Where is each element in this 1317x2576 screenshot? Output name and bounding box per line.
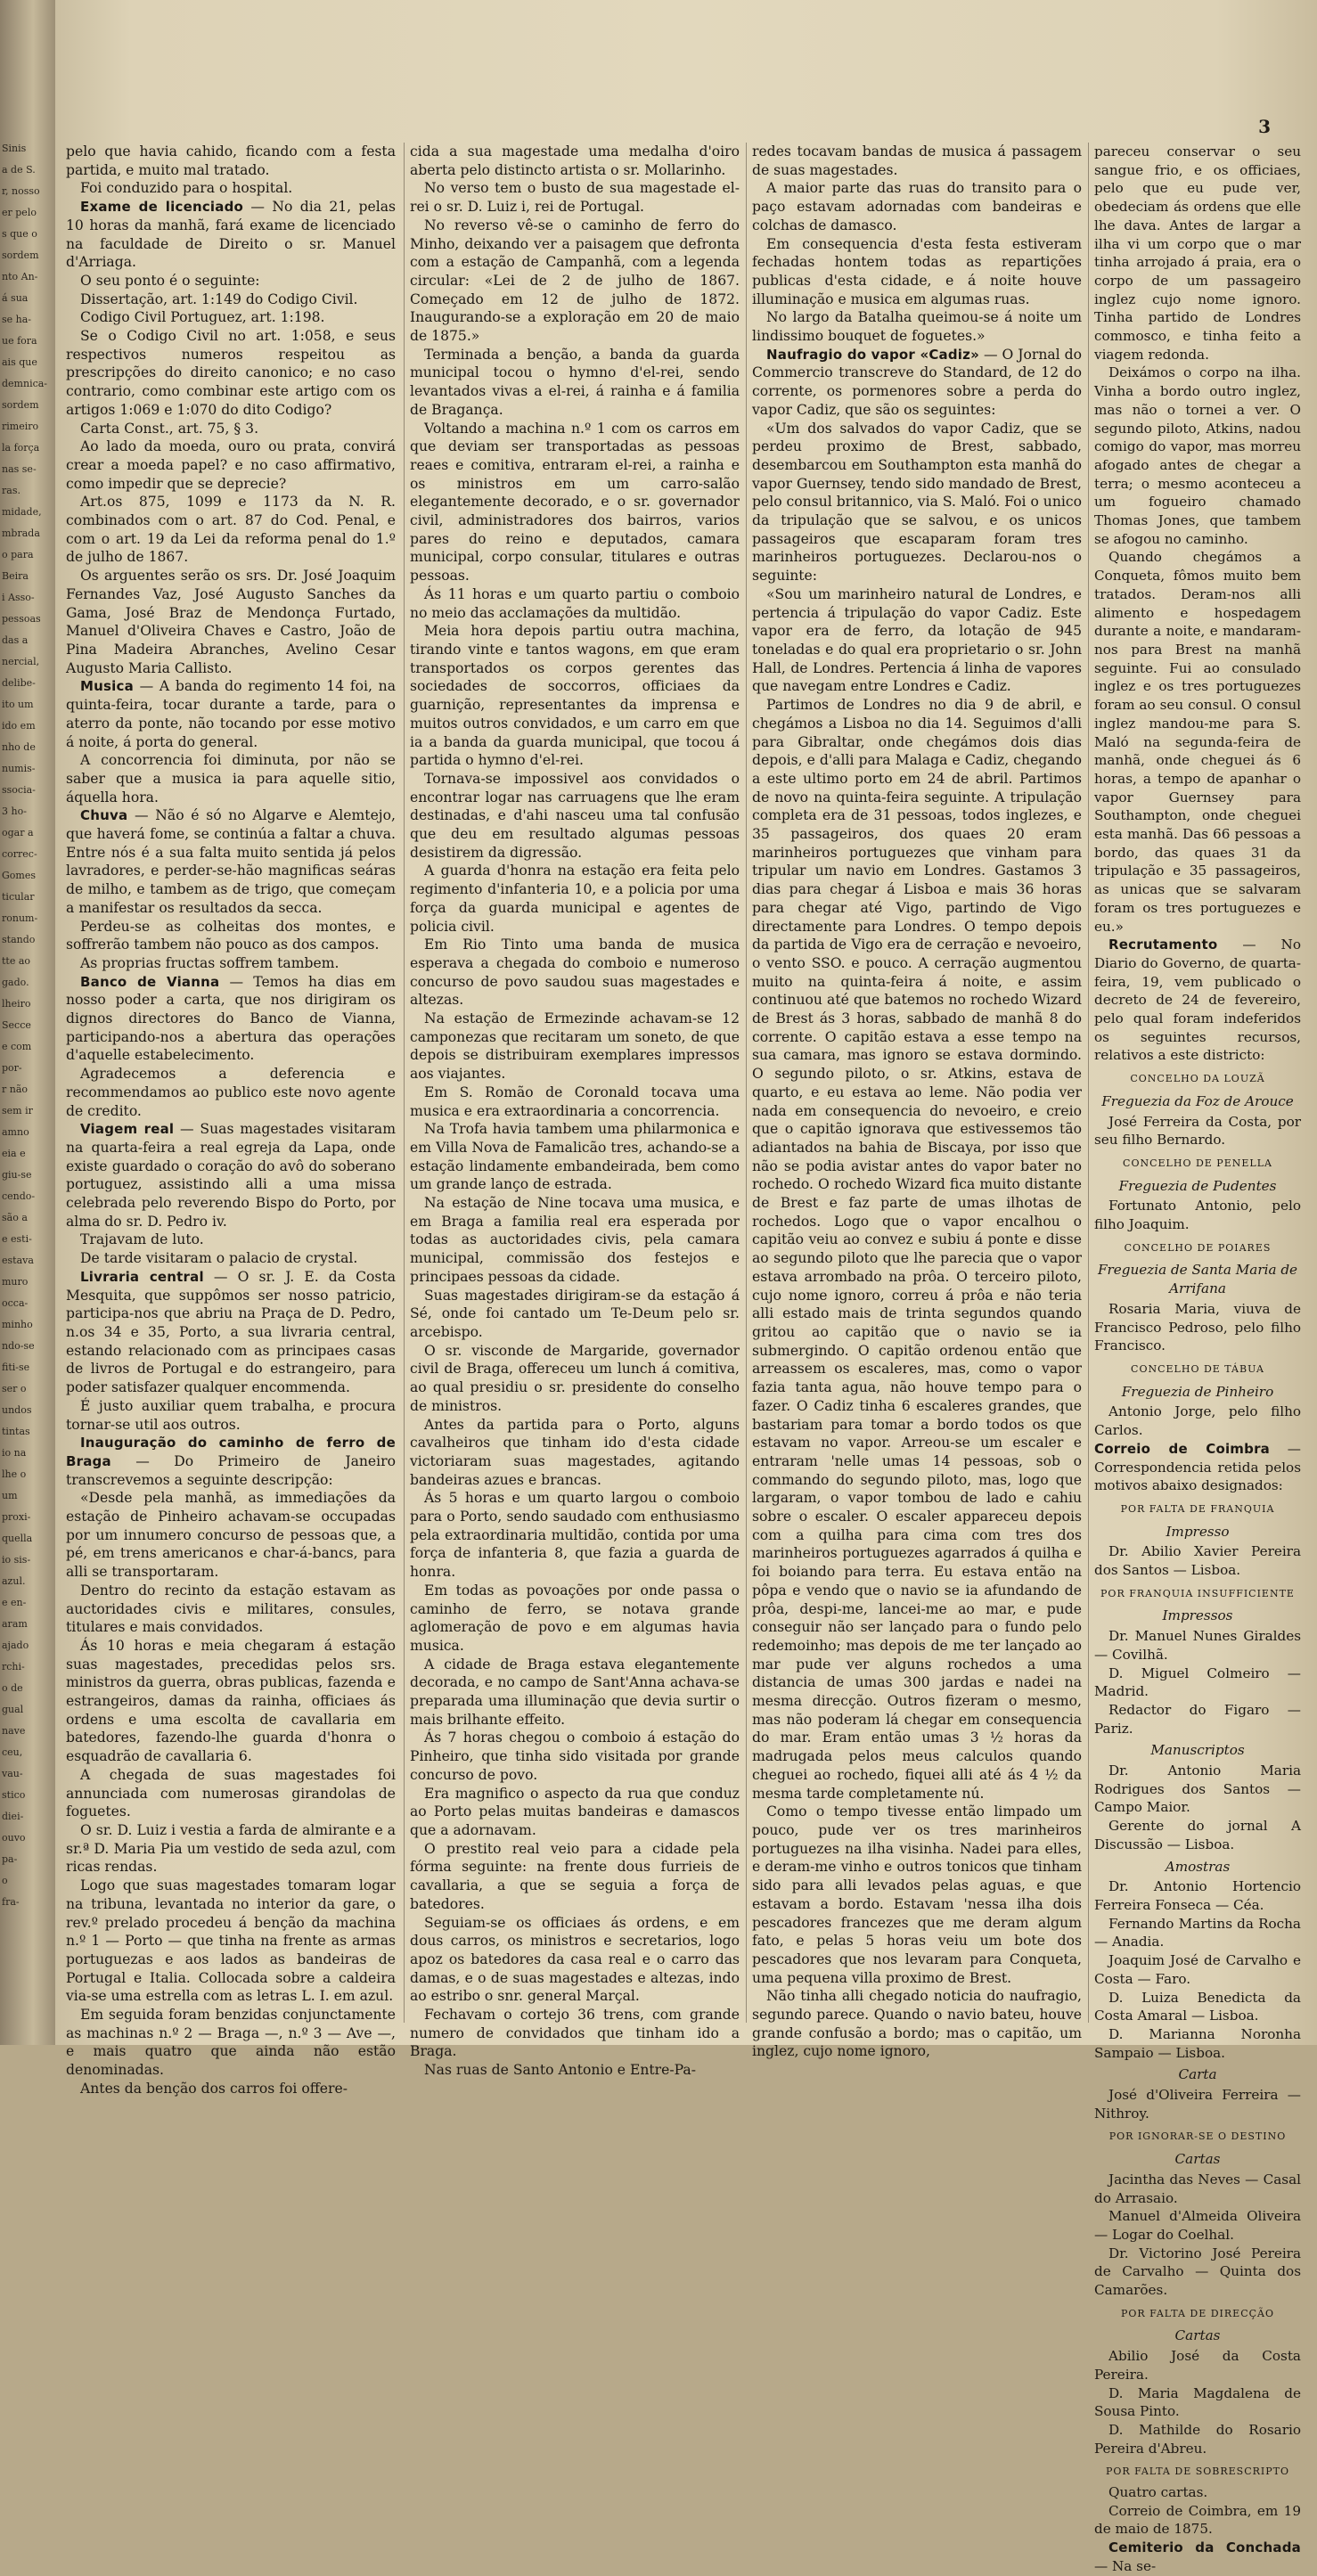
article-text: — Temos ha dias em nosso poder a carta, que nos dirigiram os dignos directores do Banco de Vianna, participando-nos a abertura das operações d'aquelle estabelecimento. [66,973,396,1064]
gutter-fragment: azul. [2,1575,26,1587]
gutter-fragment: ue fora [2,335,37,347]
gutter-fragment: correc- [2,848,37,860]
gutter-fragment: á sua [2,292,29,304]
mail-entry: D. Luiza Benedicta da Costa Amaral — Lisboa. [1094,1989,1301,2024]
gutter-fragment: e en- [2,1597,27,1608]
recruit-entry: Antonio Jorge, pelo filho Carlos. [1094,1403,1301,1439]
article-text: — Na se- [1094,2557,1157,2574]
article-text: Ás 10 horas e meia chegaram á estação suas magestades, precedidas pelos srs. ministros da guerra, obras publicas, fazenda e estrangeiros, damas da rainha, officiaes ás ordens e uma escolta de cavallaria em batedores, fazendo-lhe guarda d'honra o esquadrão de cavallaria 6. [66,1637,396,1765]
gutter-fragment: io na [2,1447,27,1459]
column-1 [66,143,397,2097]
gutter-fragment: aram [2,1618,28,1630]
gutter-fragment: muro [2,1276,29,1288]
article-text: pelo que havia cahido, ficando com a festa partida, e muito mal tratado. [66,143,396,178]
article-text: — No Diario do Governo, de quarta-feira, 19, vem publicado o decreto de 24 de fevereiro, pelo qual foram indeferidos os seguintes recursos, relativos a este districto: [1094,936,1301,1064]
gutter-fragment: rimeiro [2,421,39,432]
article-text: Na estação de Nine tocava uma musica, e em Braga a familia real era esperada por todas as auctoridades civis, pela camara municipal, commissão dos festejos e principaes pessoas da cidade. [410,1195,740,1285]
article-text: É justo auxiliar quem trabalha, e procura tornar-se util aos outros. [66,1397,396,1433]
gutter-fragment: ais que [2,356,37,368]
gutter-fragment: por- [2,1062,22,1074]
article-text: Carta Const., art. 75, § 3. [80,420,259,437]
gutter-fragment: quella [2,1533,33,1544]
gutter-fragment: sordem [2,399,39,411]
gutter-fragment: pa- [2,1853,18,1865]
article-paragraph [410,770,740,863]
gutter-fragment: se ha- [2,314,32,325]
article-text: A cidade de Braga estava elegantemente decorada, e no campo de Sant'Anna achava-se preparada uma illuminação que devia surtir o mais brilhante effeito. [410,1656,740,1728]
article-paragraph [66,2006,396,2080]
gutter-fragment: midade, [2,506,42,518]
mail-entry: Jacintha das Neves — Casal do Arrasaio. [1094,2171,1301,2206]
article-paragraph [66,1065,396,1120]
article-text: Ao lado da moeda, ouro ou prata, convirá crear a moeda papel? e no caso affirmativo, como impedir que se deprecie? [66,438,396,492]
article-paragraph [410,420,740,585]
mail-entry: D. Maria Magdalena de Sousa Pinto. [1094,2384,1301,2420]
gutter-fragment: ser o [2,1383,27,1394]
article-text: A concorrencia foi diminuta, por não se saber que a musica ia para aquelle sitio, áquella hora. [66,752,396,806]
mail-type: Cartas [1174,2327,1221,2344]
article-paragraph [1094,548,1301,936]
article-text: Tornava-se impossivel aos convidados o encontrar logar nas carruagens que lhe eram destinadas, e d'ahi nasceu uma tal confusão que deu em resultado algumas pessoas desistirem da digressão. [410,770,740,861]
article-paragraph [752,1987,1082,2061]
gutter-fragment: diei- [2,1811,24,1822]
recruit-entry: Fortunato Antonio, pelo filho Joaquim. [1094,1198,1301,1233]
article-heading: Banco de Vianna [80,973,220,990]
article-text: Em seguida foram benzidas conjunctamente as machinas n.º 2 — Braga —, n.º 3 — Ave —, e mais quatro que ainda não estão denominadas. [66,2007,396,2079]
article-paragraph [66,751,396,806]
article-text: cida a sua magestade uma medalha d'oiro aberta pelo distincto artista o sr. Mollarinho. [410,143,740,178]
article-heading: Musica [80,678,134,695]
gutter-fragment: sordem [2,249,39,261]
gutter-fragment: Secce [2,1019,31,1031]
article-paragraph [66,1582,396,1637]
article-text: — A banda do regimento 14 foi, na quinta-feira, tocar durante a tarde, para o aterro da ponte, não tocando por esse motivo á noite, á porta do general. [66,678,396,750]
mail-entry: Correio de Coimbra, em 19 de maio de 1875. [1094,2502,1301,2538]
gutter-fragment: r não [2,1084,29,1095]
gutter-fragment: r, nosso [2,185,40,197]
gutter-fragment: nto An- [2,271,38,282]
article-text: Seguiam-se os officiaes ás ordens, e em dous carros, os ministros e secretarios, logo apoz os batedores da casa real e o carro das damas, e o de suas magestades e altezas, indo ao estribo o snr. general Marçal. [410,1914,740,2005]
council-heading: CONCELHO DE PENELLA [1123,1157,1272,1169]
article-text: «Sou um marinheiro natural de Londres, e pertencia á tripulação do vapor Cadiz. Este vapor era de ferro, da lotação de 945 toneladas e do qual era proprietario o sr. John Hall, de Londres. Pertencia á linha de vapores que navegam entre Londres e Cadiz. [752,585,1082,695]
article-paragraph [410,1084,740,1120]
article-text: Não tinha alli chegado noticia do naufragio, segundo parece. Quando o navio bateu, houve grande confusão a bordo; mas o capitão, um inglez, cujo nome ignoro, [752,1988,1082,2060]
parish-heading: Freguezia de Pinheiro [1121,1383,1274,1400]
article-text: Quando chegámos a Conqueta, fômos muito bem tratados. Deram-nos alli alimento e hospedagem durante a noite, e mandaram-nos para Brest na manhã seguinte. Fui ao consulado inglez e os tres portuguezes foram ao seu consul. O consul inglez mandou-me para S. Maló na segunda-feira de manhã, onde cheguei ás 6 horas, a tempo de apanhar o vapor Guernsey para Southampton, onde cheguei esta manhã. Das 66 pessoas a bordo, das quaes 31 da tripulação e 35 passageiros, as unicas que se salvaram foram os tres portuguezes e eu.» [1094,549,1301,935]
column-rule [746,143,747,2023]
article-text: «Um dos salvados do vapor Cadiz, que se perdeu proximo de Brest, sabbado, desembarcou em Southampton esta manhã do vapor Guernsey, tendo sido mandado de Brest, pelo consul britannico, via S. Maló. Foi o unico da tripulação que se salvou, e os unicos passageiros que escaparam foram tres marinheiros portuguezes. Declarou-nos o seguinte: [752,420,1083,585]
gutter-fragment: mbrada [2,527,40,539]
article-paragraph [66,918,396,954]
council-heading: CONCELHO DE TÁBUA [1131,1363,1264,1375]
article-text: «Desde pela manhã, as immediações da estação de Pinheiro achavam-se occupadas por um innumero concurso de pessoas que, a pé, em trens americanos e char-á-bancs, para alli se transportaram. [66,1490,396,1581]
article-paragraph [410,1342,740,1416]
mail-entry: Dr. Antonio Hortencio Ferreira Fonseca — Céa. [1094,1878,1301,1913]
gutter-fragment: vau- [2,1768,23,1779]
mail-entry: D. Mathilde do Rosario Pereira d'Abreu. [1094,2421,1301,2457]
mail-type: Cartas [1174,2151,1221,2168]
gutter-fragment: i Asso- [2,592,35,603]
article-paragraph [66,806,396,917]
article-heading: Livraria central [80,1268,204,1285]
article-paragraph [410,862,740,936]
article-paragraph [410,1729,740,1784]
article-text: O prestito real veio para a cidade pela fórma seguinte: na frente dous furrieis de cavallaria, a que se seguia a força de batedores. [410,1840,740,1912]
article-paragraph [410,1120,740,1194]
article-paragraph [66,420,396,438]
mail-entry: Manuel d'Almeida Oliveira — Logar do Coelhal. [1094,2208,1301,2243]
article-paragraph [66,272,396,290]
gutter-fragment: estava [2,1255,34,1266]
article-text: — O sr. J. E. da Costa Mesquita, que suppômos ser nosso patricio, participa-nos que abriu na Praça de D. Pedro, n.os 34 e 35, Porto, a sua livraria central, estando relacionado com as principaes casas de livros de Portugal e do estrangeiro, para poder satisfazer qualquer encommenda. [66,1268,397,1396]
gutter-fragment: s que o [2,228,37,240]
article-text: Fechavam o cortejo 36 trens, com grande numero de convidados que tinham ido a Braga. [410,2007,740,2060]
gutter-fragment: o para [2,549,34,560]
column-2 [410,143,740,2079]
mail-entry: Abilio José da Costa Pereira. [1094,2348,1301,2383]
article-paragraph [752,420,1082,585]
article-text: No verso tem o busto de sua magestade el-rei o sr. D. Luiz i, rei de Portugal. [410,180,740,216]
article-text: — Correspondencia retida pelos motivos abaixo designados: [1094,1440,1301,1494]
gutter-fragment: stico [2,1789,26,1801]
gutter-fragment: nho de [2,741,36,753]
article-paragraph [752,179,1082,234]
gutter-fragment: ticular [2,891,35,903]
column-4 [1094,143,1301,2574]
article-paragraph [410,1489,740,1582]
recruit-entry: Rosaria Maria, viuva de Francisco Pedroso, pelo filho Francisco. [1094,1300,1301,1354]
article-heading: Correio de Coimbra [1094,1440,1270,1457]
retention-reason: POR FRANQUIA INSUFFICIENTE [1100,1587,1295,1599]
gutter-fragment: e com [2,1041,32,1052]
article-text: A chegada de suas magestades foi annunciada com numerosas girandolas de foguetes. [66,1766,396,1820]
article-text: O sr. D. Luiz i vestia a farda de almirante e a sr.ª D. Maria Pia um vestido de seda azul, com ricas rendas. [66,1821,396,1876]
cemiterio-paragraph [1094,2539,1301,2575]
gutter-fragment: gual [2,1704,24,1715]
article-paragraph [752,585,1082,696]
article-paragraph [752,235,1082,309]
article-text: — Suas magestades visitaram na quarta-feira a real egreja da Lapa, onde existe guardado o coração do avô do soberano portuguez, assistindo alli a uma missa celebrada pelo reverendo Bispo do Porto, por alma do sr. D. Pedro iv. [66,1121,397,1230]
recruit-entry: José Ferreira da Costa, por seu filho Bernardo. [1094,1113,1301,1149]
gutter-fragment: tte ao [2,955,31,967]
article-text: — O Jornal do Commercio transcreve do Standard, de 12 do corrente, os pormenores sobre a perda do vapor Cadiz, que são os seguintes: [752,346,1083,418]
article-text: pareceu conservar o seu sangue frio, e os officiaes, pelo que eu pude ver, obedeciam ás ordens que elle lhe dava. Antes de largar a ilha vi um corpo que o mar tinha arrojado á praia, era o corpo de um passageiro inglez cujo nome ignoro. Tinha partido de Londres commosco, e tinha feito a viagem redonda. [1094,143,1301,363]
mail-entry: Dr. Abilio Xavier Pereira dos Santos — Lisboa. [1094,1543,1301,1579]
article-text: Como o tempo tivesse então limpado um pouco, pude ver os tres marinheiros portuguezes na ilha visinha. Nadei para elles, e deram-me vinho e outros tonicos que tinham sido para alli levados pelas aguas, e que estavam a bordo. Estavam 'nessa ilha dois pescadores francezes que me deram algum fato, e pelas 5 horas veiu um bote dos pescadores que nos levaram para Conqueta, uma pequena villa proximo de Brest. [752,1803,1082,1986]
article-paragraph [66,308,396,327]
article-paragraph [752,308,1082,345]
article-text: Nas ruas de Santo Antonio e Entre-Pa- [424,2062,696,2079]
gutter-fragment: nave [2,1725,26,1737]
article-paragraph [66,1821,396,1877]
gutter-fragment: Gomes [2,870,36,881]
parish-heading: Freguezia de Pudentes [1118,1177,1277,1194]
article-text: Trajavam de luto. [80,1231,204,1248]
article-text: redes tocavam bandas de musica á passagem de suas magestades. [752,143,1082,178]
gutter-fragment: ito um [2,699,34,710]
article-text: Dissertação, art. 1:149 do Codigo Civil. [80,290,358,307]
gutter-fragment: o [2,1875,8,1886]
article-paragraph [66,677,396,751]
article-paragraph [66,1268,396,1397]
article-text: — No dia 21, pelas 10 horas da manhã, fará exame de licenciado na faculdade de Direito o sr. Manuel d'Arriaga. [66,199,396,271]
article-paragraph [1094,364,1301,548]
gutter-fragment: delibe- [2,677,36,689]
article-paragraph [410,346,740,420]
gutter-fragment: ronum- [2,912,38,924]
gutter-fragment: nercial, [2,656,40,667]
article-paragraph [66,567,396,677]
gutter-fragment: lhe o [2,1468,27,1480]
parish-heading: Freguezia da Foz de Arouce [1101,1092,1294,1109]
mail-type: Carta [1178,2066,1217,2083]
article-heading: Naufragio do vapor «Cadiz» [766,346,979,363]
article-paragraph [410,143,740,179]
article-paragraph [66,973,396,1066]
retention-reason: POR FALTA DE FRANQUIA [1120,1502,1275,1515]
gutter-fragment: minho [2,1319,33,1330]
article-paragraph [410,1194,740,1287]
article-paragraph [66,143,396,179]
column-3 [752,143,1083,2060]
article-paragraph [66,1120,396,1231]
article-paragraph [66,1397,396,1434]
column-rule [1088,143,1089,2023]
mail-entry: D. Marianna Noronha Sampaio — Lisboa. [1094,2025,1301,2061]
adjacent-page-gutter [0,0,55,2045]
parish-heading: Freguezia de Santa Maria de Arrifana [1097,1262,1298,1297]
gutter-fragment: ras. [2,485,20,496]
newspaper-page [55,0,1317,2574]
gutter-fragment: a de S. [2,164,36,176]
article-text: Antes da benção dos carros foi offere- [80,2080,348,2097]
gutter-fragment: das a [2,634,29,646]
article-paragraph [410,1416,740,1490]
gutter-fragment: o de [2,1682,23,1694]
article-text: As proprias fructas soffrem tambem. [80,954,339,971]
article-text: Em S. Romão de Coronald tocava uma musica e era extraordinaria a concorrencia. [410,1084,740,1119]
article-paragraph [66,179,396,198]
mail-entry: Quatro cartas. [1108,2484,1208,2501]
article-text: Art.os 875, 1099 e 1173 da N. R. combinados com o art. 87 do Cod. Penal, e com o art. 19 da Lei da reforma penal do 1.º de julho de 1867. [66,494,396,566]
article-text: Em todas as povoações por onde passa o caminho de ferro, se notava grande aglomeração de povo e em algumas havia musica. [410,1582,740,1654]
article-text: Deixámos o corpo na ilha. Vinha a bordo outro inglez, mas não o tornei a ver. O segundo piloto, Atkins, nadou comigo do vapor, mas morreu afogado antes de chegar a terra; o mesmo aconteceu a um fogueiro chamado Thomas Jones, que tambem se afogou no caminho. [1094,364,1301,547]
gutter-fragment: fiti-se [2,1362,30,1373]
article-paragraph [410,1287,740,1342]
article-paragraph [66,1231,396,1249]
article-paragraph [410,1010,740,1084]
article-paragraph [410,2061,740,2080]
article-text: Meia hora depois partiu outra machina, tirando vinte e tantos wagons, em que eram transportados os corpos gerentes das sociedades de soccorros, officiaes da guarnição, representantes da imprensa e muitos outros convidados, e um carro em que ia a banda da guarda municipal, que tocou á partida o hymno d'el-rei. [410,623,740,769]
article-text: Logo que suas magestades tomaram logar na tribuna, levantada no interior da gare, o rev.º prelado procedeu á benção da machina n.º 1 — Porto — que tinha na frente as armas portuguezas e aos lados as bandeiras de Portugal e Italia. Collocada sobre a caldeira via-se uma estrella com as letras L. I. em azul. [66,1877,396,2005]
article-heading: Exame de licenciado [80,199,244,216]
article-text: Ás 11 horas e um quarto partiu o comboio no meio das acclamações da multidão. [410,585,740,621]
article-text: Suas magestades dirigiram-se da estação á Sé, onde foi cantado um Te-Deum pelo sr. arcebispo. [410,1287,740,1340]
article-paragraph [66,493,396,567]
article-paragraph [410,1914,740,2007]
article-heading: Recrutamento [1108,936,1218,953]
gutter-fragment: ceu, [2,1746,23,1758]
mail-entry: Fernando Martins da Rocha — Anadia. [1094,1915,1301,1950]
article-paragraph [66,1637,396,1766]
article-heading: Viagem real [80,1121,175,1138]
mail-entry: D. Miguel Colmeiro — Madrid. [1094,1664,1301,1700]
gutter-fragment: tintas [2,1426,30,1437]
article-paragraph [410,622,740,770]
retention-reason: POR FALTA DE DIRECÇÃO [1120,2307,1275,2319]
gutter-fragment: demnica- [2,378,48,389]
article-text: Em Rio Tinto uma banda de musica esperava a chegada do comboio e numeroso concurso de povo saudou suas magestades e altezas. [410,936,740,1009]
gutter-fragment: nas se- [2,463,37,475]
gutter-fragment: gado. [2,977,29,988]
gutter-fragment: lheiro [2,998,31,1010]
article-paragraph [410,1656,740,1730]
gutter-fragment: giu-se [2,1169,32,1181]
gutter-fragment: e esti- [2,1233,32,1245]
gutter-fragment: um [2,1490,18,1501]
article-text: Terminada a benção, a banda da guarda municipal tocou o hymno d'el-rei, sendo levantados vivas a el-rei, á rainha e á familia de Bragança. [410,346,740,418]
article-paragraph [1094,936,1301,1065]
council-heading: CONCELHO DA LOUZÃ [1130,1073,1265,1085]
article-paragraph [752,143,1082,179]
article-paragraph [66,198,396,272]
article-paragraph [1094,143,1301,364]
article-paragraph [66,290,396,309]
article-paragraph [66,1489,396,1582]
mail-type: Impressos [1162,1607,1233,1624]
mail-entry: Dr. Victorino José Pereira de Carvalho — Quinta dos Camarões. [1094,2245,1301,2299]
gutter-fragment: ajado [2,1640,29,1651]
gutter-fragment: fra- [2,1896,20,1908]
gutter-fragment: pessoas [2,613,41,625]
article-paragraph [66,1434,396,1489]
gutter-fragment: undos [2,1404,32,1416]
article-text: A maior parte das ruas do transito para o paço estavam adornadas com bandeiras e colchas de damasco. [752,180,1082,233]
gutter-fragment: ssocia- [2,784,36,796]
page-number: 3 [1258,116,1271,137]
gutter-fragment: Sinis [2,143,27,154]
article-text: Perdeu-se as colheitas dos montes, e soffrerão tambem não pouco as dos campos. [66,918,396,953]
article-heading: Inauguração do caminho de ferro de Braga [66,1435,396,1469]
article-text: Ás 5 horas e um quarto largou o comboio para o Porto, sendo saudado com enthusiasmo pela extraordinaria multidão, contida por uma força de infanteria 8, que fazia a guarda de honra. [410,1490,740,1581]
gutter-fragment: Beira [2,570,29,582]
mail-entry: Joaquim José de Carvalho e Costa — Faro. [1094,1952,1301,1987]
gutter-fragment: proxi- [2,1511,31,1523]
gutter-fragment: sem ir [2,1105,33,1116]
gutter-fragment: ido em [2,720,36,732]
article-text: Em consequencia d'esta festa estiveram fechadas hontem todas as repartições publicas d'esta cidade, e á noite houve illuminação e musica em algumas ruas. [752,235,1082,307]
article-heading: Chuva [80,807,128,824]
gutter-fragment: numis- [2,763,36,774]
retention-reason: POR IGNORAR-SE O DESTINO [1108,2130,1287,2143]
article-paragraph [410,1582,740,1656]
gutter-fragment: er pelo [2,207,37,218]
article-heading: Cemiterio da Conchada [1108,2539,1301,2556]
gutter-fragment: occa- [2,1297,29,1309]
article-paragraph [66,954,396,973]
gutter-fragment: eia e [2,1148,26,1159]
council-heading: CONCELHO DE POIARES [1124,1241,1272,1254]
gutter-fragment: amno [2,1126,29,1138]
article-paragraph [66,327,396,420]
article-text: Foi conduzido para o hospital. [80,180,293,197]
article-paragraph [66,438,396,493]
gutter-fragment: stando [2,934,36,945]
article-paragraph [66,2080,396,2098]
mail-entry: Redactor do Figaro — Pariz. [1094,1701,1301,1737]
mail-entry: Dr. Manuel Nunes Giraldes — Covilhã. [1094,1628,1301,1663]
gutter-fragment: são a [2,1212,28,1223]
gutter-fragment: cendo- [2,1190,36,1202]
article-text: Ás 7 horas chegou o comboio á estação do Pinheiro, que tinha sido visitada por grande concurso de povo. [410,1730,740,1783]
mail-entry: José d'Oliveira Ferreira — Nithroy. [1094,2087,1301,2122]
article-paragraph [410,1840,740,1914]
article-text: O seu ponto é o seguinte: [80,272,260,289]
article-paragraph [752,346,1082,420]
article-text: Antes da partida para o Porto, alguns cavalheiros que tinham ido d'esta cidade victoriaram suas magestades, agitando bandeiras azues e brancas. [410,1416,740,1488]
mail-entry: Dr. Antonio Maria Rodrigues dos Santos — Campo Maior. [1094,1762,1301,1816]
mail-entry: Gerente do jornal A Discussão — Lisboa. [1094,1818,1301,1852]
article-text: Partimos de Londres no dia 9 de abril, e chegámos a Lisboa no dia 14. Seguimos d'alli para Gibraltar, onde chegámos dois dias depois, e d'alli para Malaga e Cadiz, chegando a este ultimo porto em 24 de abril. Partimos de novo na quinta-feira seguinte. A tripulação completa era de 31 pessoas, todos inglezes, e 35 passageiros, dos quaes 20 eram marinheiros portuguezes que vinham para tripular um navio em Londres. Gastamos 3 dias para chegar á Lisboa e mais 36 horas para chegar até Vigo, partindo de Vigo directamente para Londres. O tempo depois da partida de Vigo era de cerração e nevoeiro, o vento SSO. e pouco. A cerração augmentou muito na quinta-feira á noite, e assim continuou até que batemos no rochedo Wizard de Brest ás 3 horas, sabbado de manhã 8 do corrente. O capitão estava a esse tempo na sua camara, mas ignoro se estava dormindo. O segundo piloto, o sr. Atkins, estava de quarto, e eu estava ao leme. Não podia ver nada em consequencia do nevoeiro, e creio que o capitão ignorava que estivessemos tão adiantados na bahia de Biscaya, por isso que não se podia avistar antes do vapor bater no rochedo. O rochedo Wizard fica muito distante de Brest e faz parte de umas ilhotas de rochedos. Logo que o vapor encalhou o capitão veiu ao convez e subiu á ponte e disse ao segundo piloto que lhe parecia que o vapor estava arrombado na prôa. O terceiro piloto, cujo nome ignoro, correu á prôa e não teria alli estado mais de trinta segundos quando gritou ao capitão que o navio se ia submergindo. O capitão ordenou então que arreassem os escaleres, mas, como o vapor fazia tanta agua, não houve tempo para o fazer. O Cadiz tinha 6 escaleres grandes, que bastariam para tomar a bordo todos os que estavam no vapor. Arreou-se um escaler e entraram 'nelle umas 14 pessoas, sob o commando do segundo piloto, mas, logo que largaram, o vapor tombou de lado e cahiu sobre o escaler. O escaler appareceu depois com a quilha para cima com tres dos marinheiros portuguezes agarrados á quilha e foi boiando para terra. Eu estava então na pôpa e vendo que o navio se ia afundando de prôa, despi-me, lancei-me ao mar, e pude conseguir não ser lançado para o fundo pelo redemoinho; mas depois de me ter lançado ao mar pude ver alguns rochedos a uma distancia de umas 300 jardas e nadei na mesma direcção. Outros fizeram o mesmo, mas não poderam lá chegar em consequencia do mar. Eram então umas 3 ½ horas da madrugada pelos meus calculos quando cheguei ao rochedo, fiquei alli até ás 4 ½ da mesma tarde completamente nú. [752,697,1082,1802]
article-text: Dentro do recinto da estação estavam as auctoridades civis e militares, consules, titulares e mais convidados. [66,1582,396,1636]
article-text: Agradecemos a deferencia e recommendamos ao publico este novo agente de credito. [66,1066,396,1119]
mail-type: Amostras [1165,1858,1231,1875]
correio-paragraph [1094,1440,1301,1495]
article-paragraph [752,1803,1082,1987]
article-paragraph [410,1785,740,1840]
column-rule [404,143,405,2023]
gutter-fragment: rchi- [2,1661,25,1672]
gutter-fragment: io sis- [2,1554,31,1566]
article-text: Codigo Civil Portuguez, art. 1:198. [80,309,325,326]
article-paragraph [410,936,740,1010]
gutter-fragment: la força [2,442,40,454]
gutter-fragment: ouvo [2,1832,26,1844]
article-paragraph [410,2006,740,2061]
article-paragraph [410,217,740,346]
article-text: Se o Codigo Civil no art. 1:058, e seus respectivos numeros respeitou as prescripções do direito canonico; e no caso contrario, como combinar este artigo com os artigos 1:069 e 1:070 do dito Codigo? [66,328,396,418]
article-paragraph [66,1766,396,1821]
article-text: A guarda d'honra na estação era feita pelo regimento d'infanteria 10, e a policia por uma força da guarda municipal e agentes de policia civil. [410,863,740,935]
retention-reason: POR FALTA DE SOBRESCRIPTO [1105,2466,1290,2478]
article-paragraph [66,1249,396,1268]
article-text: No largo da Batalha queimou-se á noite um lindissimo bouquet de foguetes.» [752,309,1082,345]
gutter-fragment: ogar a [2,827,34,838]
article-text: — Não é só no Algarve e Alemtejo, que haverá fome, se continúa a faltar a chuva. Entre nós é a sua falta muito sentida já pelos lavradores, e perder-se-hão magnificas seáras de milho, e tambem as de trigo, que começam a manifestar os resultados da secca. [66,807,396,916]
article-paragraph [752,696,1082,1803]
article-paragraph [410,585,740,622]
mail-type: Impresso [1166,1523,1230,1540]
article-text: Era magnifico o aspecto da rua que conduz ao Porto pelas muitas bandeiras e damascos que a adornavam. [410,1785,740,1838]
article-text: De tarde visitaram o palacio de crystal. [80,1250,358,1267]
gutter-fragment: ndo-se [2,1340,35,1352]
article-paragraph [410,179,740,216]
article-paragraph [66,1877,396,2006]
article-text: — Do Primeiro de Janeiro transcrevemos a seguinte descripção: [66,1452,396,1488]
article-text: Os arguentes serão os srs. Dr. José Joaquim Fernandes Vaz, José Augusto Sanches da Gama, José Braz de Mendonça Furtado, Manuel d'Oliveira Chaves e Castro, João de Pina Madeira Abranches, Avelino Cesar Augusto Maria Callisto. [66,568,396,676]
gutter-fragment: 3 ho- [2,806,27,817]
article-text: No reverso vê-se o caminho de ferro do Minho, deixando ver a paisagem que defronta com a estação de Campanhã, com a legenda circular: «Lei de 2 de julho de 1867. Começado em 12 de julho de 1872. Inaugurando-se a exploração em 20 de maio de 1875.» [410,217,740,345]
mail-type: Manuscriptos [1150,1742,1245,1759]
article-text: O sr. visconde de Margaride, governador civil de Braga, offereceu um lunch á comitiva, ao qual presidiu o sr. presidente do conselho de ministros. [410,1342,740,1414]
article-text: Voltando a machina n.º 1 com os carros em que deviam ser transportadas as pessoas reaes e comitiva, entraram el-rei, a rainha e os ministros em um carro-salão elegantemente decorado, e o sr. governador civil, administradores dos bairros, varios pares do reino e deputados, camara municipal, corpo consular, titulares e outras pessoas. [410,420,740,585]
article-text: Na estação de Ermezinde achavam-se 12 camponezas que recitaram um soneto, de que depois se distribuiram exemplares impressos aos viajantes. [410,1010,740,1083]
article-text: Na Trofa havia tambem uma philarmonica e em Villa Nova de Famalicão tres, achando-se a estação lindamente embandeirada, bem como um grande lanço de estrada. [410,1121,740,1193]
